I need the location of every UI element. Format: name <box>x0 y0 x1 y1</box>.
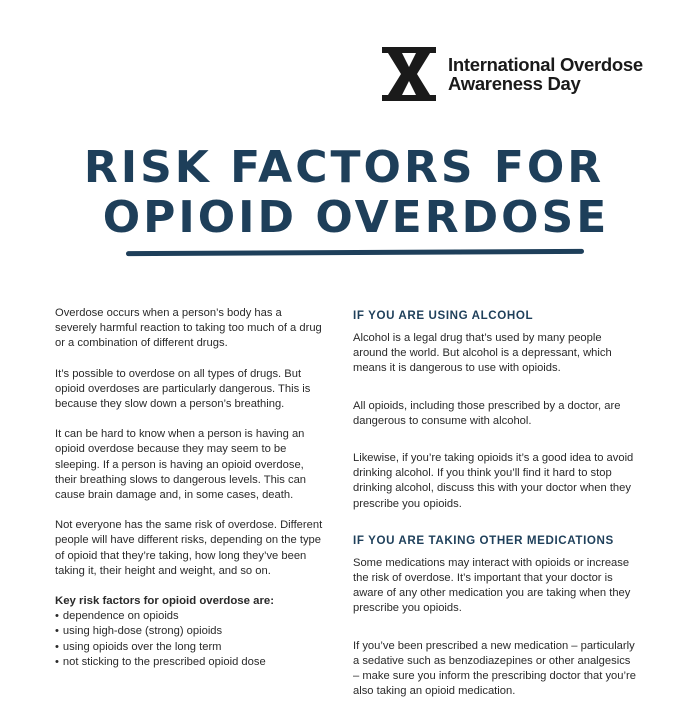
list-item: • using high-dose (strong) opioids <box>55 624 325 639</box>
alcohol-paragraph: All opioids, including those prescribed by a doctor, are dangerous to consume with alcohol. <box>353 399 621 427</box>
logo-line-2: Awareness Day <box>448 73 581 94</box>
logo-line-1: International Overdose <box>448 54 643 75</box>
medications-paragraph: If you’ve been prescribed a new medication – particularly a sedative such as benzodiazepines or other analgesics – make sure you inform the prescribing doctor that you’re also taking an opioid medication. <box>353 639 636 698</box>
overdose-types-paragraph: It’s possible to overdose on all types of drugs. But opioid overdoses are particularly dangerous. This is because they slow down a person’s breathing. <box>55 367 311 411</box>
right-column <box>353 309 638 721</box>
logo-text <box>448 55 643 93</box>
page-title-line-1: RISK FACTORS FOR <box>83 142 605 193</box>
title-underline <box>126 249 584 256</box>
list-item: • not sticking to the prescribed opioid dose <box>55 655 325 670</box>
risk-factors-list <box>55 609 325 670</box>
alcohol-paragraph: Likewise, if you’re taking opioids it’s a good idea to avoid drinking alcohol. If you think you’ll find it hard to stop drinking alcohol, discuss this with your doctor when they prescribe you opioids. <box>353 452 634 510</box>
logo <box>380 47 643 101</box>
left-column <box>55 306 325 670</box>
list-item: • dependence on opioids <box>55 609 325 624</box>
alcohol-paragraph: Alcohol is a legal drug that’s used by many people around the world. But alcohol is a depressant, which means it is dangerous to use with opioids. <box>353 332 612 375</box>
list-item: • using opioids over the long term <box>55 640 325 655</box>
risk-factors-title: Key risk factors for opioid overdose are: <box>55 595 275 608</box>
risk-variation-paragraph: Not everyone has the same risk of overdose. Different people will have different risks, depending on the type of opioid that they’re taking, how long they’ve been taking it, their height and weight, and so on. <box>55 519 323 577</box>
alcohol-heading: IF YOU ARE USING ALCOHOL <box>353 309 534 322</box>
page-title-line-2: OPIOID OVERDOSE <box>102 192 610 243</box>
intro-paragraph: Overdose occurs when a person’s body has a severely harmful reaction to taking too much of a drug or a combination of different drugs. <box>55 307 322 350</box>
ioad-x-logo-icon <box>380 47 438 101</box>
recognition-paragraph: It can be hard to know when a person is having an opioid overdose because they may seem to be sleeping. If a person is having an opioid overdose, their breathing slows to dangerous levels. This can cause brain damage and, in some cases, death. <box>55 428 307 502</box>
medications-heading: IF YOU ARE TAKING OTHER MEDICATIONS <box>353 533 614 547</box>
medications-paragraph: Some medications may interact with opioids or increase the risk of overdose. It’s important that your doctor is aware of any other medication you are taking when they prescribe you opioids. <box>353 556 631 615</box>
